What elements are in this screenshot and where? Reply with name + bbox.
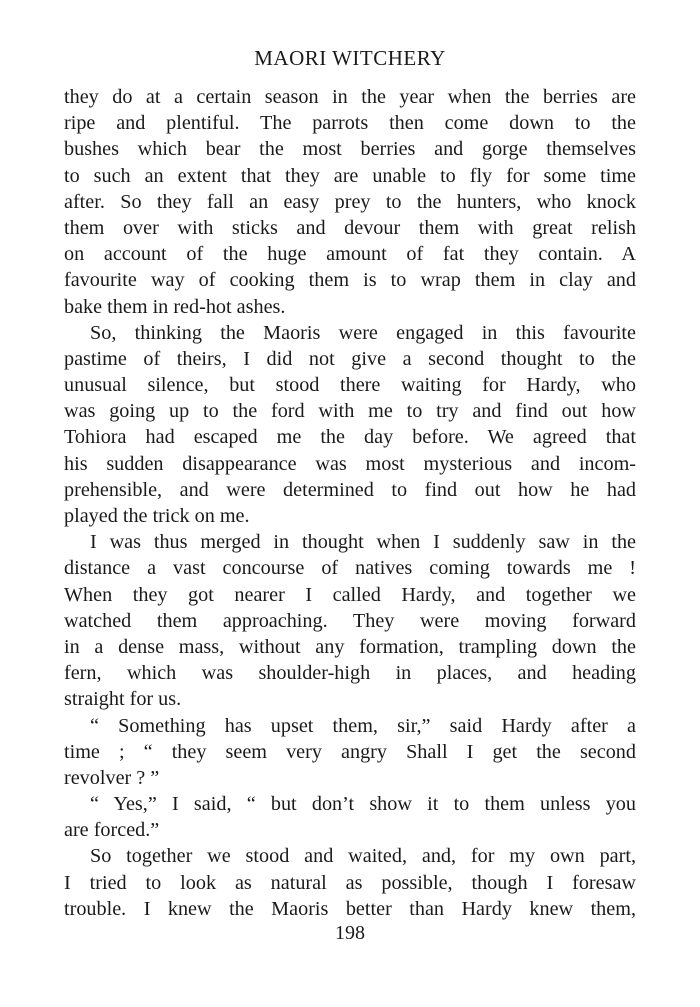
text-line: prehensible, and were determined to find out how he had	[64, 478, 636, 501]
running-header: MAORI WITCHERY	[254, 46, 446, 70]
text-line: bushes which bear the most berries and gorge themselves	[64, 138, 636, 161]
text-line: watched them approaching. They were moving forward	[64, 609, 636, 632]
text-line: I was thus merged in thought when I suddenly saw in the	[90, 531, 636, 554]
text-line: pastime of theirs, I did not give a second thought to the	[64, 347, 636, 370]
text-line: was going up to the ford with me to try and find out how	[64, 400, 636, 423]
text-line: fern, which was shoulder-high in places, and heading	[64, 662, 636, 685]
text-line: to such an extent that they are unable to fly for some time	[64, 164, 636, 187]
text-line: they do at a certain season in the year when the berries are	[64, 86, 636, 108]
text-line: in a dense mass, without any formation, trampling down the	[64, 635, 636, 658]
text-line: trouble. I knew the Maoris better than Hardy knew them,	[64, 897, 636, 920]
text-line: revolver ? ”	[64, 766, 160, 789]
text-line: unusual silence, but stood there waiting for Hardy, who	[64, 374, 636, 397]
text-line: So, thinking the Maoris were engaged in this favourite	[90, 321, 636, 344]
text-line: ripe and plentiful. The parrots then come down to the	[64, 112, 636, 135]
page-number: 198	[335, 922, 365, 944]
text-line: favourite way of cooking them is to wrap them in clay and	[64, 269, 636, 292]
text-line: distance a vast concourse of natives coming towards me !	[64, 557, 636, 580]
text-line: “ Yes,” I said, “ but don’t show it to them unless you	[90, 793, 636, 816]
text-line: them over with sticks and devour them with great relish	[64, 216, 636, 239]
body-text	[64, 84, 636, 922]
text-line: “ Something has upset them, sir,” said Hardy after a	[90, 714, 636, 737]
text-line: time ; “ they seem very angry Shall I get the second	[64, 740, 636, 763]
text-line: after. So they fall an easy prey to the hunters, who knock	[64, 190, 636, 213]
text-line: on account of the huge amount of fat they contain. A	[64, 243, 636, 266]
text-line: So together we stood and waited, and, for my own part,	[90, 845, 636, 868]
text-line: I tried to look as natural as possible, though I foresaw	[64, 871, 636, 894]
text-line: his sudden disappearance was most mysterious and incom-	[64, 452, 636, 475]
text-line: played the trick on me.	[64, 505, 250, 527]
text-line: When they got nearer I called Hardy, and together we	[64, 583, 636, 606]
text-line: Tohiora had escaped me the day before. We agreed that	[64, 426, 636, 449]
text-line: are forced.”	[64, 819, 160, 842]
text-line: straight for us.	[64, 688, 182, 711]
text-line: bake them in red-hot ashes.	[64, 295, 286, 318]
